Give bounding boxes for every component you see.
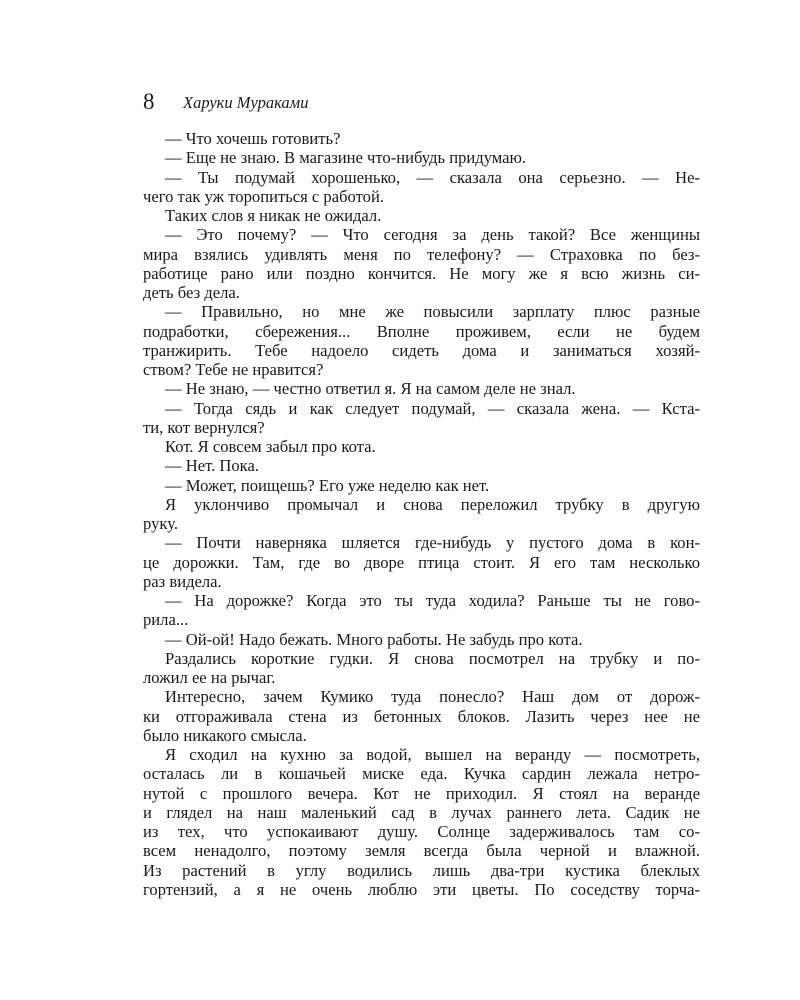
text-line: — Ты подумай хорошенько, — сказала она серьезно. — Не-	[165, 167, 700, 187]
text-line: — Правильно, но мне же повысили зарплату плюс разные	[165, 302, 700, 322]
page-header	[143, 88, 703, 118]
text-line: — Это почему? — Что сегодня за день такой? Все женщины	[165, 225, 700, 245]
text-line: чего так уж торопиться с работой.	[143, 186, 384, 206]
text-line: всем ненадолго, поэтому земля всегда была черной и влажной.	[143, 841, 700, 861]
text-line: работице рано или поздно кончится. Не могу же я всю жизнь си-	[143, 263, 700, 283]
text-line: — Что хочешь готовить?	[165, 129, 341, 148]
text-line: це дорожки. Там, где во дворе птица стоит. Я его там несколько	[143, 552, 700, 572]
text-line: ством? Тебе не нравится?	[143, 360, 324, 379]
text-line: подработки, сбережения... Вполне проживем, если не будем	[143, 321, 700, 341]
body-text	[143, 129, 700, 899]
text-line: — Может, поищешь? Его уже неделю как нет.	[165, 475, 490, 495]
text-line: Я сходил на кухню за водой, вышел на веранду — посмотреть,	[165, 745, 700, 764]
text-line: гортензий, а я не очень люблю эти цветы. По соседству торча-	[143, 879, 700, 899]
running-head-author: Харуки Мураками	[183, 93, 309, 112]
text-line: Таких слов я никак не ожидал.	[165, 206, 382, 225]
text-line: — Нет. Пока.	[165, 456, 259, 476]
text-line: — Тогда сядь и как следует подумай, — сказала жена. — Кста-	[165, 398, 700, 418]
text-line: нутой с прошлого вечера. Кот не приходил. Я стоял на веранде	[143, 783, 700, 803]
text-line: транжирить. Тебе надоело сидеть дома и заниматься хозяй-	[143, 340, 700, 360]
text-line: — На дорожке? Когда это ты туда ходила? Раньше ты не гово-	[165, 591, 700, 610]
text-line: ти, кот вернулся?	[143, 417, 265, 437]
text-line: — Почти наверняка шляется где-нибудь у пустого дома в кон-	[165, 533, 700, 553]
text-line: — Не знаю, — честно ответил я. Я на самом деле не знал.	[165, 379, 576, 399]
page-number: 8	[143, 89, 155, 114]
text-line: — Еще не знаю. В магазине что-нибудь придумаю.	[165, 148, 527, 168]
text-line: Интересно, зачем Кумико туда понесло? Наш дом от дорож-	[165, 687, 700, 707]
text-line: руку.	[143, 514, 178, 533]
text-line: Кот. Я совсем забыл про кота.	[165, 437, 376, 456]
text-line: — Ой-ой! Надо бежать. Много работы. Не забудь про кота.	[165, 629, 583, 649]
text-line: осталась ли в кошачьей миске еда. Кучка сардин лежала нетро-	[143, 764, 700, 784]
text-line: ложил ее на рычаг.	[143, 668, 276, 687]
text-line: раз видела.	[143, 571, 222, 591]
text-line: из тех, что успокаивают душу. Солнце задерживалось там со-	[143, 822, 700, 841]
text-line: ки отгораживала стена из бетонных блоков. Лазить через нее не	[143, 706, 700, 726]
text-line: Раздались короткие гудки. Я снова посмотрел на трубку и по-	[165, 648, 700, 668]
text-line: мира взялись удивлять меня по телефону? — Страховка по без-	[143, 244, 700, 264]
text-line: деть без дела.	[143, 283, 240, 302]
text-line: рила...	[143, 610, 189, 630]
text-line: было никакого смысла.	[143, 725, 307, 745]
text-line: Из растений в углу водились лишь два-три кустика блеклых	[143, 860, 700, 880]
text-line: Я уклончиво промычал и снова переложил трубку в другую	[165, 494, 700, 514]
text-line: и глядел на наш маленький сад в лучах раннего лета. Садик не	[143, 802, 700, 822]
